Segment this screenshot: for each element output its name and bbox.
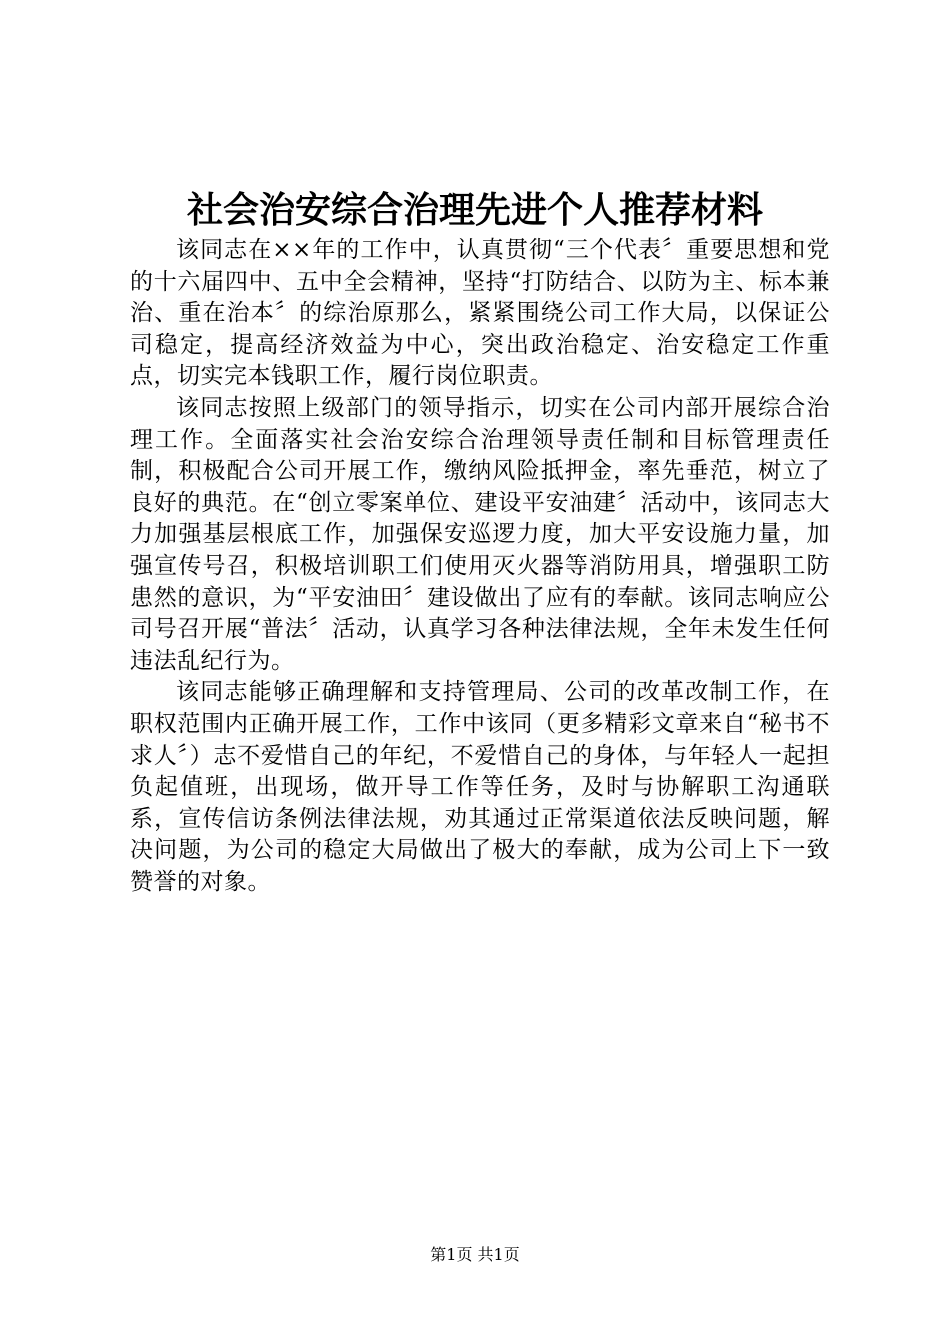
document-title: 社会治安综合治理先进个人推荐材料 <box>186 189 763 231</box>
page-footer: 第1页 共1页 <box>430 1245 520 1264</box>
paragraph-1: 该同志在××年的工作中，认真贯彻“三个代表〞重要思想和党的十六届四中、五中全会精神，坚持“打防结合、以防为主、标本兼治、重在治本〞的综治原那么，紧紧围绕公司工作大局，以保证公司稳定，提高经济效益为中心，突出政治稳定、治安稳定工作重点，切实完本钱职工作，履行岗位职责。 <box>130 237 830 390</box>
paragraph-2: 该同志按照上级部门的领导指示，切实在公司内部开展综合治理工作。全面落实社会治安综合治理领导责任制和目标管理责任制，积极配合公司开展工作，缴纳风险抵押金，率先垂范，树立了良好的典范。在“创立零案单位、建设平安油建〞活动中，该同志大力加强基层根底工作，加强保安巡逻力度，加大平安设施力量，加强宣传号召，积极培训职工们使用灭火器等消防用具，增强职工防患然的意识，为“平安油田〞建设做出了应有的奉献。该同志响应公司号召开展“普法〞活动，认真学习各种法律法规，全年未发生任何违法乱纪行为。 <box>130 394 830 674</box>
document-body <box>130 235 830 898</box>
paragraph-3: 该同志能够正确理解和支持管理局、公司的改革改制工作，在职权范围内正确开展工作，工作中该同（更多精彩文章来自“秘书不求人〞）志不爱惜自己的年纪，不爱惜自己的身体，与年轻人一起担负起值班，出现场，做开导工作等任务，及时与协解职工沟通联系，宣传信访条例法律法规，劝其通过正常渠道依法反映问题，解决问题，为公司的稳定大局做出了极大的奉献，成为公司上下一致赞誉的对象。 <box>130 679 830 895</box>
